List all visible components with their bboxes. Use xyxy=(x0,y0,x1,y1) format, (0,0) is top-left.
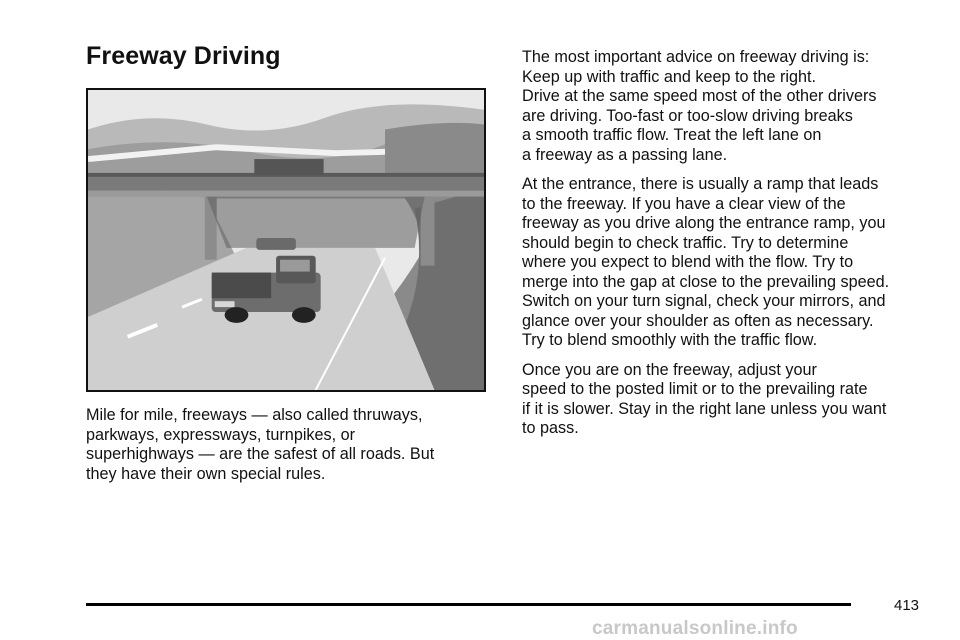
left-column xyxy=(86,406,486,494)
freeway-illustration xyxy=(86,88,486,392)
watermark: carmanualsonline.info xyxy=(592,618,798,639)
page-number: 413 xyxy=(894,597,920,614)
advice-paragraph: The most important advice on freeway driving is: Keep up with traffic and keep to the right. Drive at the same speed most of the other drivers are driving. Too-fast or too-slow driving breaks a smooth traffic flow. Treat the left lane on a freeway as a passing lane. xyxy=(522,48,877,164)
section-title: Freeway Driving xyxy=(86,42,281,70)
intro-paragraph: Mile for mile, freeways — also called thruways, parkways, expressways, turnpikes, or superhighways — are the safest of all roads. But they have their own special rules. xyxy=(86,406,435,483)
on-freeway-paragraph: Once you are on the freeway, adjust your speed to the posted limit or to the prevailing rate if it is slower. Stay in the right lane unless you want to pass. xyxy=(522,360,887,437)
footer-rule xyxy=(86,603,851,606)
right-column xyxy=(522,48,927,449)
entrance-ramp-paragraph: At the entrance, there is usually a ramp that leads to the freeway. If you have a clear view of the freeway as you drive along the entrance ramp, you should begin to check traffic. Try to determine where you expect to blend with the flow. Try to merge into the gap at close to the prevailing speed. Switch on your turn signal, check your mirrors, and glance over your shoulder as often as necessary. Try to blend smoothly with the traffic flow. xyxy=(522,175,890,349)
freeway-scene-image xyxy=(88,90,484,390)
